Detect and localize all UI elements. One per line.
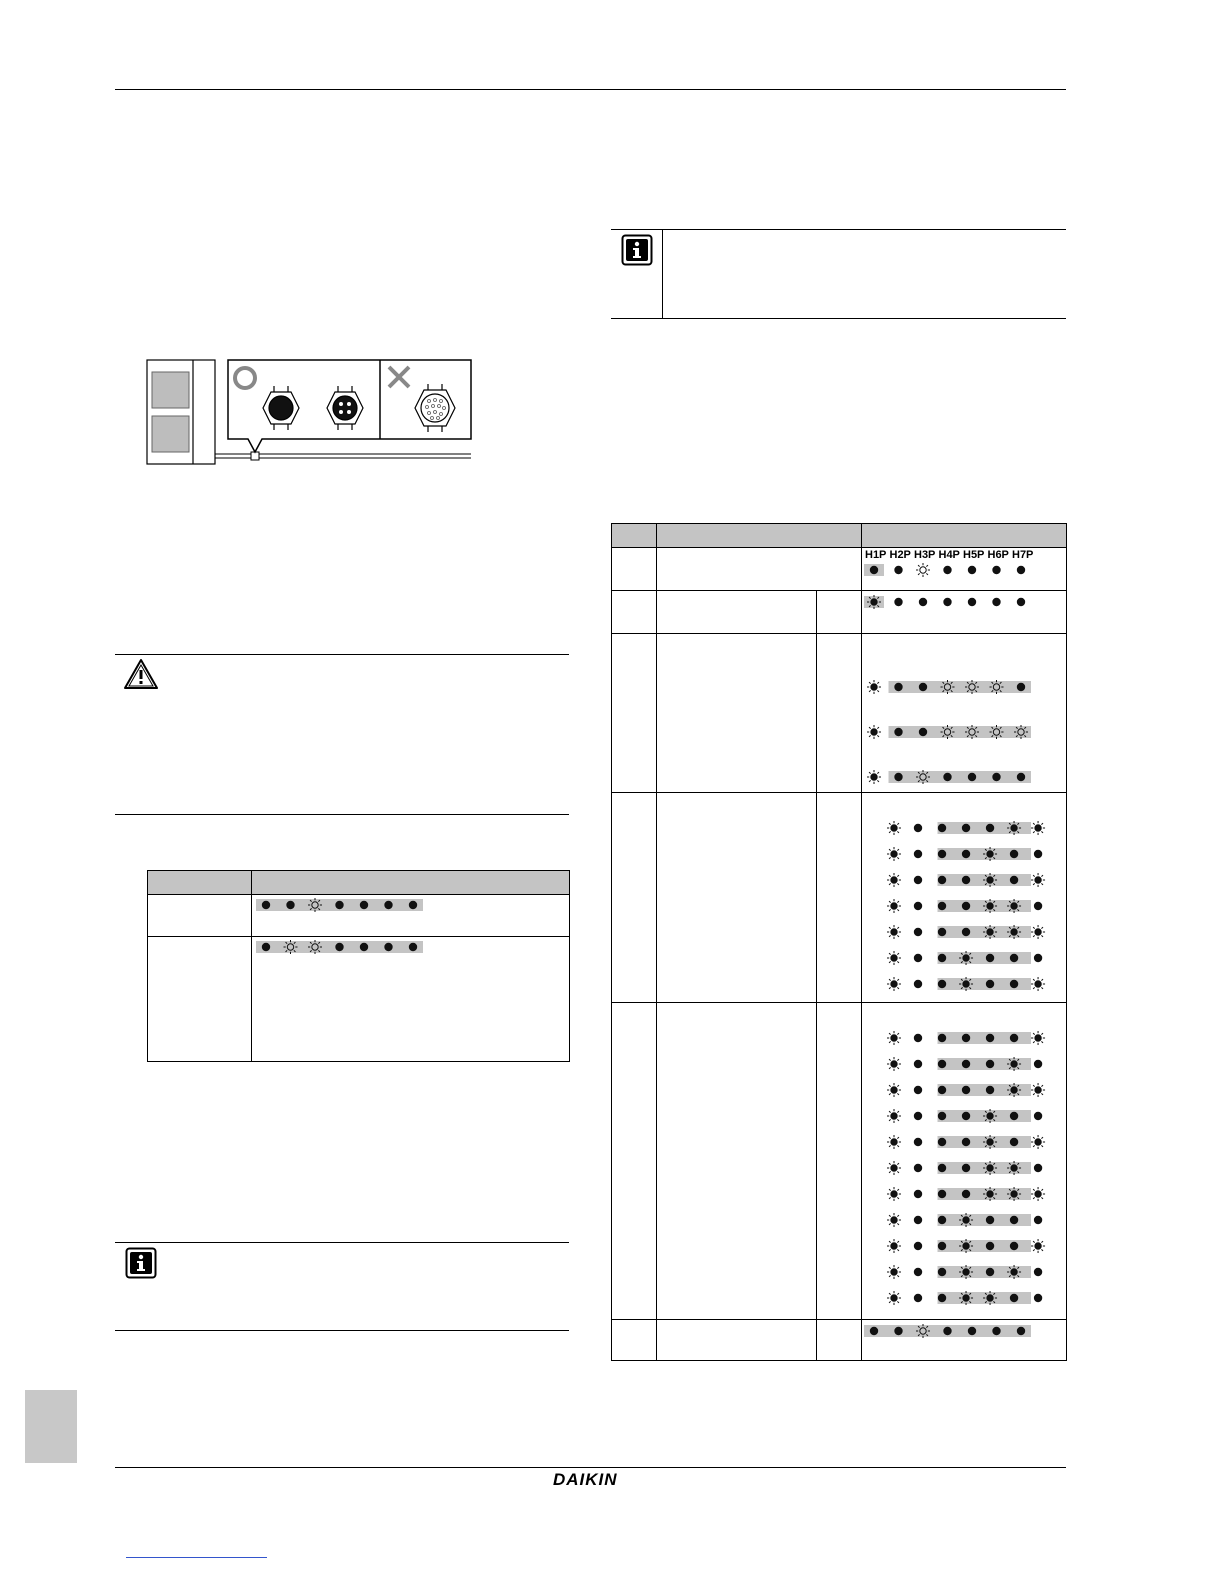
led-on-icon bbox=[962, 1086, 970, 1094]
led-on-icon bbox=[986, 1268, 994, 1276]
led-on-icon bbox=[914, 1060, 922, 1068]
table-cell bbox=[817, 634, 862, 793]
led-on-icon bbox=[1010, 1216, 1018, 1224]
led-blink-icon bbox=[959, 1239, 973, 1253]
led-on-icon bbox=[1034, 1216, 1042, 1224]
table-cell bbox=[862, 1003, 1067, 1320]
led-row bbox=[864, 1211, 1064, 1229]
led-blink-icon bbox=[983, 1135, 997, 1149]
led-on-icon bbox=[919, 728, 927, 736]
warning-note bbox=[115, 654, 569, 816]
led-on-icon bbox=[914, 1190, 922, 1198]
led-blink-icon bbox=[983, 847, 997, 861]
led-on-icon bbox=[992, 1327, 1000, 1335]
led-on-icon bbox=[894, 566, 902, 574]
led-on-icon bbox=[894, 728, 902, 736]
led-on-icon bbox=[914, 876, 922, 884]
led-blink-icon bbox=[887, 873, 901, 887]
led-on-icon bbox=[938, 1242, 946, 1250]
led-blink-icon bbox=[887, 847, 901, 861]
led-on-icon bbox=[409, 901, 417, 909]
led-on-icon bbox=[409, 943, 417, 951]
led-on-icon bbox=[1034, 1164, 1042, 1172]
led-on-icon bbox=[914, 1268, 922, 1276]
led-blink-icon bbox=[867, 595, 881, 609]
led-row bbox=[864, 768, 1064, 786]
led-on-icon bbox=[1034, 1112, 1042, 1120]
footer-rule bbox=[115, 1467, 1066, 1468]
led-on-icon bbox=[962, 1138, 970, 1146]
table-cell bbox=[657, 591, 817, 634]
led-blink-icon bbox=[887, 1109, 901, 1123]
led-on-icon bbox=[943, 773, 951, 781]
table-cell bbox=[657, 793, 817, 1003]
led-blink-icon bbox=[959, 1291, 973, 1305]
led-on-icon bbox=[914, 1086, 922, 1094]
led-blink-icon bbox=[887, 1135, 901, 1149]
led-row bbox=[864, 723, 1064, 741]
led-blink-icon bbox=[887, 1031, 901, 1045]
led-blink-icon bbox=[959, 1265, 973, 1279]
led-blink-icon bbox=[887, 1239, 901, 1253]
table-cell bbox=[817, 1320, 862, 1361]
led-blink-icon bbox=[1031, 1135, 1045, 1149]
table-cell bbox=[148, 937, 252, 1062]
led-blink-icon bbox=[887, 925, 901, 939]
led-blink-icon bbox=[983, 899, 997, 913]
info-icon bbox=[125, 1247, 157, 1279]
table-cell bbox=[862, 793, 1067, 1003]
table-cell bbox=[612, 1320, 657, 1361]
led-on-icon bbox=[968, 773, 976, 781]
led-blink-icon bbox=[1007, 1265, 1021, 1279]
led-blink-icon bbox=[887, 977, 901, 991]
led-on-icon bbox=[262, 943, 270, 951]
led-blink-icon bbox=[887, 821, 901, 835]
led-row bbox=[864, 1107, 1064, 1125]
header-cell bbox=[657, 524, 862, 548]
led-blink-icon bbox=[1031, 977, 1045, 991]
led-on-icon bbox=[962, 876, 970, 884]
led-blink-icon bbox=[1031, 1031, 1045, 1045]
led-on-icon bbox=[1017, 598, 1025, 606]
led-on-icon bbox=[938, 1138, 946, 1146]
led-row bbox=[864, 819, 1064, 837]
table-cell bbox=[252, 937, 570, 1062]
led-blink-icon bbox=[1007, 899, 1021, 913]
led-on-icon bbox=[968, 1327, 976, 1335]
table-cell bbox=[657, 1320, 817, 1361]
led-on-icon bbox=[962, 902, 970, 910]
led-on-icon bbox=[870, 1327, 878, 1335]
connector-illustration bbox=[145, 357, 475, 467]
led-on-icon bbox=[962, 1034, 970, 1042]
led-row bbox=[864, 1322, 1064, 1340]
led-on-icon bbox=[943, 1327, 951, 1335]
led-on-icon bbox=[894, 598, 902, 606]
led-blink-icon bbox=[1007, 1187, 1021, 1201]
led-on-icon bbox=[986, 824, 994, 832]
led-on-icon bbox=[938, 824, 946, 832]
right-led-table bbox=[611, 523, 1067, 1361]
led-flash-icon bbox=[916, 563, 930, 577]
table-cell bbox=[612, 793, 657, 1003]
led-row bbox=[864, 845, 1064, 863]
header-cell bbox=[148, 871, 252, 895]
led-on-icon bbox=[914, 1112, 922, 1120]
led-on-icon bbox=[1010, 876, 1018, 884]
table-cell bbox=[612, 1003, 657, 1320]
led-on-icon bbox=[335, 901, 343, 909]
led-on-icon bbox=[992, 566, 1000, 574]
table-cell bbox=[862, 1320, 1067, 1361]
header-cell bbox=[612, 524, 657, 548]
led-on-icon bbox=[360, 943, 368, 951]
table-cell bbox=[862, 548, 1067, 591]
led-row bbox=[864, 923, 1064, 941]
led-row bbox=[864, 1159, 1064, 1177]
led-on-icon bbox=[938, 902, 946, 910]
led-on-icon bbox=[986, 1034, 994, 1042]
led-row bbox=[864, 561, 1064, 579]
led-on-icon bbox=[938, 980, 946, 988]
led-row bbox=[864, 1289, 1064, 1307]
led-blink-icon bbox=[887, 1161, 901, 1175]
led-blink-icon bbox=[1007, 925, 1021, 939]
led-blink-icon bbox=[1007, 1083, 1021, 1097]
led-blink-icon bbox=[959, 977, 973, 991]
led-on-icon bbox=[914, 1034, 922, 1042]
table-cell bbox=[657, 634, 817, 793]
led-on-icon bbox=[894, 773, 902, 781]
table-cell bbox=[148, 895, 252, 937]
led-on-icon bbox=[938, 1112, 946, 1120]
led-on-icon bbox=[1010, 980, 1018, 988]
led-on-icon bbox=[962, 928, 970, 936]
led-on-icon bbox=[914, 1164, 922, 1172]
led-on-icon bbox=[1034, 954, 1042, 962]
led-on-icon bbox=[870, 566, 878, 574]
chapter-side-tab bbox=[25, 1390, 77, 1463]
led-on-icon bbox=[938, 850, 946, 858]
led-on-icon bbox=[962, 824, 970, 832]
led-on-icon bbox=[1010, 1034, 1018, 1042]
led-blink-icon bbox=[1031, 1187, 1045, 1201]
led-on-icon bbox=[914, 902, 922, 910]
led-on-icon bbox=[1034, 1294, 1042, 1302]
led-blink-icon bbox=[887, 1187, 901, 1201]
led-on-icon bbox=[914, 824, 922, 832]
led-on-icon bbox=[938, 1164, 946, 1172]
info-note-top bbox=[611, 229, 1066, 319]
led-on-icon bbox=[919, 683, 927, 691]
led-on-icon bbox=[914, 980, 922, 988]
table-cell bbox=[657, 548, 862, 591]
led-on-icon bbox=[914, 850, 922, 858]
led-label-h5p: H5P bbox=[963, 549, 985, 561]
led-on-icon bbox=[1010, 1112, 1018, 1120]
led-blink-icon bbox=[887, 1265, 901, 1279]
led-row bbox=[864, 1263, 1064, 1281]
led-on-icon bbox=[1017, 566, 1025, 574]
led-on-icon bbox=[1010, 1242, 1018, 1250]
warning-triangle-icon bbox=[123, 658, 159, 690]
led-label-h4p: H4P bbox=[938, 549, 960, 561]
led-label-row bbox=[865, 549, 1066, 561]
led-on-icon bbox=[962, 1190, 970, 1198]
led-on-icon bbox=[962, 1060, 970, 1068]
header-cell bbox=[862, 524, 1067, 548]
led-on-icon bbox=[938, 1268, 946, 1276]
led-blink-icon bbox=[887, 1213, 901, 1227]
info-icon bbox=[621, 234, 653, 266]
led-on-icon bbox=[938, 928, 946, 936]
info-note-bottom bbox=[115, 1242, 569, 1332]
led-row bbox=[864, 1185, 1064, 1203]
led-blink-icon bbox=[867, 680, 881, 694]
header-rule bbox=[115, 89, 1066, 90]
led-blink-icon bbox=[887, 1291, 901, 1305]
led-blink-icon bbox=[983, 1109, 997, 1123]
led-on-icon bbox=[894, 683, 902, 691]
led-row bbox=[864, 678, 1064, 696]
led-row bbox=[256, 938, 556, 958]
led-on-icon bbox=[914, 928, 922, 936]
led-on-icon bbox=[962, 850, 970, 858]
left-led-table bbox=[147, 870, 570, 1062]
led-row bbox=[864, 1237, 1064, 1255]
led-row bbox=[864, 1029, 1064, 1047]
led-on-icon bbox=[938, 1190, 946, 1198]
table-cell bbox=[612, 548, 657, 591]
led-on-icon bbox=[938, 1060, 946, 1068]
led-row bbox=[864, 871, 1064, 889]
led-on-icon bbox=[938, 1216, 946, 1224]
led-on-icon bbox=[1034, 850, 1042, 858]
led-row bbox=[864, 593, 1064, 611]
led-blink-icon bbox=[1031, 925, 1045, 939]
led-label-h2p: H2P bbox=[889, 549, 911, 561]
footer-link-underline bbox=[126, 1557, 267, 1558]
led-on-icon bbox=[986, 954, 994, 962]
led-blink-icon bbox=[867, 770, 881, 784]
led-on-icon bbox=[894, 1327, 902, 1335]
led-on-icon bbox=[938, 876, 946, 884]
table-cell bbox=[862, 634, 1067, 793]
led-on-icon bbox=[384, 943, 392, 951]
led-on-icon bbox=[384, 901, 392, 909]
led-blink-icon bbox=[867, 725, 881, 739]
led-blink-icon bbox=[1031, 873, 1045, 887]
led-blink-icon bbox=[1007, 821, 1021, 835]
led-row bbox=[256, 896, 556, 916]
led-on-icon bbox=[992, 598, 1000, 606]
led-on-icon bbox=[914, 1216, 922, 1224]
led-blink-icon bbox=[959, 1213, 973, 1227]
led-on-icon bbox=[1017, 1327, 1025, 1335]
table-cell bbox=[817, 591, 862, 634]
table-cell bbox=[612, 591, 657, 634]
led-on-icon bbox=[1034, 1268, 1042, 1276]
led-blink-icon bbox=[983, 925, 997, 939]
led-on-icon bbox=[919, 598, 927, 606]
led-row bbox=[864, 1133, 1064, 1151]
led-blink-icon bbox=[1031, 1083, 1045, 1097]
header-cell bbox=[252, 871, 570, 895]
led-on-icon bbox=[938, 954, 946, 962]
led-label-h1p: H1P bbox=[865, 549, 887, 561]
led-row bbox=[864, 975, 1064, 993]
led-on-icon bbox=[986, 980, 994, 988]
led-row bbox=[864, 949, 1064, 967]
led-on-icon bbox=[335, 943, 343, 951]
led-on-icon bbox=[262, 901, 270, 909]
led-on-icon bbox=[938, 1034, 946, 1042]
table-cell bbox=[862, 591, 1067, 634]
led-blink-icon bbox=[887, 899, 901, 913]
led-label-h7p: H7P bbox=[1012, 549, 1034, 561]
table-cell bbox=[817, 793, 862, 1003]
led-on-icon bbox=[286, 901, 294, 909]
led-label-h6p: H6P bbox=[987, 549, 1009, 561]
led-blink-icon bbox=[959, 951, 973, 965]
led-blink-icon bbox=[1007, 1057, 1021, 1071]
led-blink-icon bbox=[983, 1187, 997, 1201]
led-blink-icon bbox=[1031, 821, 1045, 835]
led-on-icon bbox=[986, 1242, 994, 1250]
led-on-icon bbox=[962, 1112, 970, 1120]
led-on-icon bbox=[360, 901, 368, 909]
led-blink-icon bbox=[887, 1057, 901, 1071]
led-blink-icon bbox=[1007, 1161, 1021, 1175]
led-blink-icon bbox=[983, 1291, 997, 1305]
led-on-icon bbox=[968, 598, 976, 606]
led-row bbox=[864, 1055, 1064, 1073]
led-row bbox=[864, 897, 1064, 915]
led-on-icon bbox=[968, 566, 976, 574]
led-on-icon bbox=[986, 1086, 994, 1094]
led-on-icon bbox=[938, 1294, 946, 1302]
led-on-icon bbox=[1010, 954, 1018, 962]
led-on-icon bbox=[1010, 850, 1018, 858]
daikin-logo: DAIKIN bbox=[553, 1470, 618, 1489]
led-blink-icon bbox=[887, 951, 901, 965]
led-on-icon bbox=[1017, 683, 1025, 691]
led-blink-icon bbox=[983, 1161, 997, 1175]
table-cell bbox=[817, 1003, 862, 1320]
led-blink-icon bbox=[1031, 1239, 1045, 1253]
table-cell bbox=[657, 1003, 817, 1320]
table-cell bbox=[612, 634, 657, 793]
led-on-icon bbox=[943, 566, 951, 574]
led-on-icon bbox=[986, 1060, 994, 1068]
led-on-icon bbox=[992, 773, 1000, 781]
led-on-icon bbox=[1034, 1060, 1042, 1068]
led-row bbox=[864, 1081, 1064, 1099]
led-on-icon bbox=[914, 1294, 922, 1302]
led-on-icon bbox=[914, 954, 922, 962]
led-on-icon bbox=[914, 1242, 922, 1250]
led-on-icon bbox=[1010, 1294, 1018, 1302]
table-cell bbox=[252, 895, 570, 937]
led-on-icon bbox=[986, 1216, 994, 1224]
led-blink-icon bbox=[887, 1083, 901, 1097]
led-on-icon bbox=[1034, 902, 1042, 910]
led-on-icon bbox=[1017, 773, 1025, 781]
led-on-icon bbox=[914, 1138, 922, 1146]
led-on-icon bbox=[1010, 1138, 1018, 1146]
led-label-h3p: H3P bbox=[914, 549, 936, 561]
led-blink-icon bbox=[983, 873, 997, 887]
led-on-icon bbox=[938, 1086, 946, 1094]
led-on-icon bbox=[962, 1164, 970, 1172]
led-on-icon bbox=[943, 598, 951, 606]
